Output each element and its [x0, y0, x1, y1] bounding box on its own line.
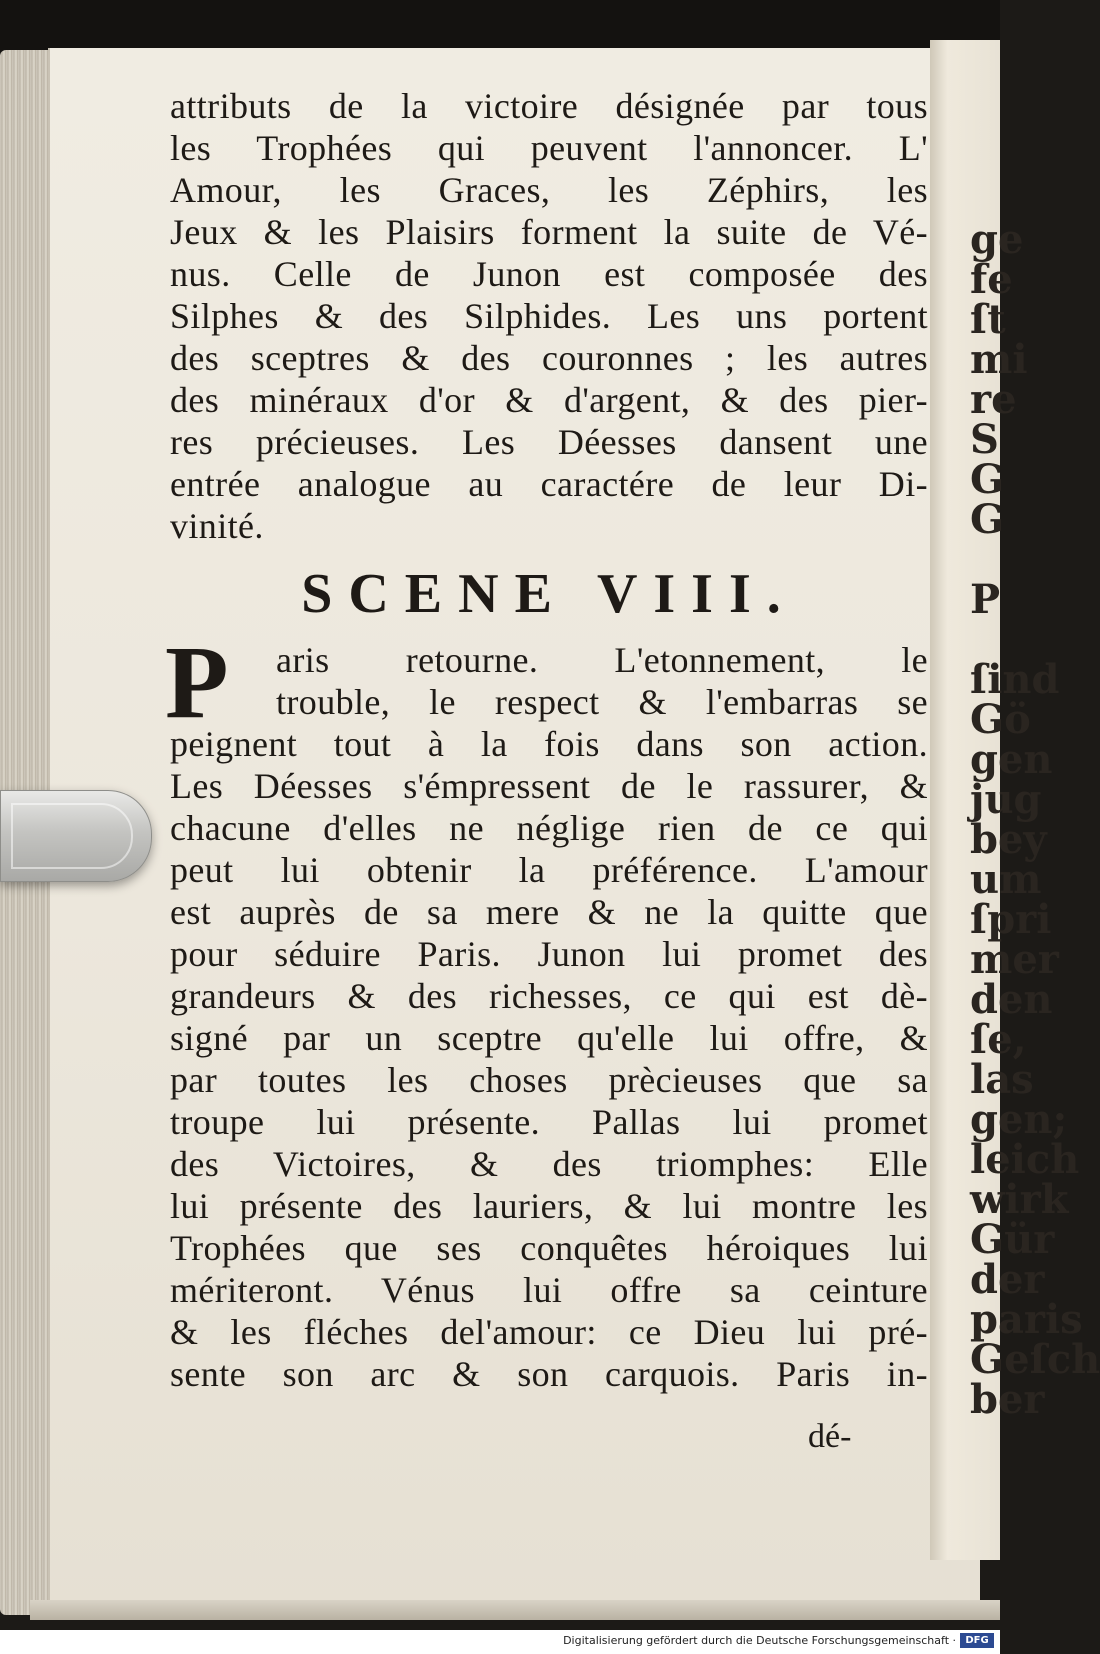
catchword: dé-	[808, 1418, 852, 1455]
paragraph-scene	[165, 625, 928, 1395]
funding-credit: Digitalisierung gefördert durch die Deutsche Forschungsgemeinschaft ·	[563, 1634, 956, 1647]
text-line: res précieuses. Les Déesses dansent une	[170, 422, 928, 462]
text-line: par toutes les choses prècieuses que sa	[170, 1060, 928, 1100]
text-line: sente son arc & son carquois. Paris in-	[170, 1354, 928, 1394]
text-line: peignent tout à la fois dans son action.	[170, 724, 928, 764]
page-text	[165, 85, 928, 1395]
text-line: des minéraux d'or & d'argent, & des pier-	[170, 380, 928, 420]
text-line: troupe lui présente. Pallas lui promet	[170, 1102, 928, 1142]
drop-cap: P	[165, 625, 229, 740]
text-line: vinité.	[170, 506, 264, 546]
text-line: nus. Celle de Junon est composée des	[170, 254, 928, 294]
text-line: signé par un sceptre qu'elle lui offre, &	[170, 1018, 928, 1058]
dfg-logo: DFG	[960, 1633, 994, 1648]
text-line: aris retourne. L'etonnement, le	[276, 640, 928, 680]
book-clip	[0, 790, 152, 882]
text-line: Jeux & les Plaisirs forment la suite de Vé-	[170, 212, 928, 252]
text-line: lui présente des lauriers, & lui montre les	[170, 1186, 928, 1226]
text-line: trouble, le respect & l'embarras se	[276, 682, 928, 722]
text-line: des Victoires, & des triomphes: Elle	[170, 1144, 928, 1184]
facing-page-text: ge fe ſt mi re S G G P ſind Gö gen jug bey um ſpri mer den ſe, las gen; leich wirk Gür der paris Geſch ber	[970, 216, 1100, 1423]
text-line: les Trophées qui peuvent l'annoncer. L'	[170, 128, 928, 168]
text-line: peut lui obtenir la préférence. L'amour	[170, 850, 928, 890]
text-line: grandeurs & des richesses, ce qui est dè-	[170, 976, 928, 1016]
book-clip-highlight	[11, 803, 133, 869]
text-line: Les Déesses s'émpressent de le rassurer, &	[170, 766, 928, 806]
text-line: & les fléches del'amour: ce Dieu lui pré-	[170, 1312, 928, 1352]
text-line: mériteront. Vénus lui offre sa ceinture	[170, 1270, 928, 1310]
page-bottom-edge	[30, 1600, 1000, 1620]
text-line: pour séduire Paris. Junon lui promet des	[170, 934, 928, 974]
scene-heading: SCENE VIII.	[301, 563, 797, 625]
text-line: chacune d'elles ne néglige rien de ce qui	[170, 808, 928, 848]
paragraph-top	[170, 85, 928, 547]
footer-bar	[0, 1630, 1000, 1654]
text-line: Silphes & des Silphides. Les uns portent	[170, 296, 928, 336]
text-line: Amour, les Graces, les Zéphirs, les	[170, 170, 928, 210]
text-line: Trophées que ses conquêtes héroiques lui	[170, 1228, 928, 1268]
text-line: est auprès de sa mere & ne la quitte que	[170, 892, 928, 932]
facing-page-edge	[930, 40, 1100, 1560]
text-line: entrée analogue au caractére de leur Di-	[170, 464, 928, 504]
text-line: des sceptres & des couronnes ; les autres	[170, 338, 928, 378]
text-line: attributs de la victoire désignée par tous	[170, 86, 928, 126]
